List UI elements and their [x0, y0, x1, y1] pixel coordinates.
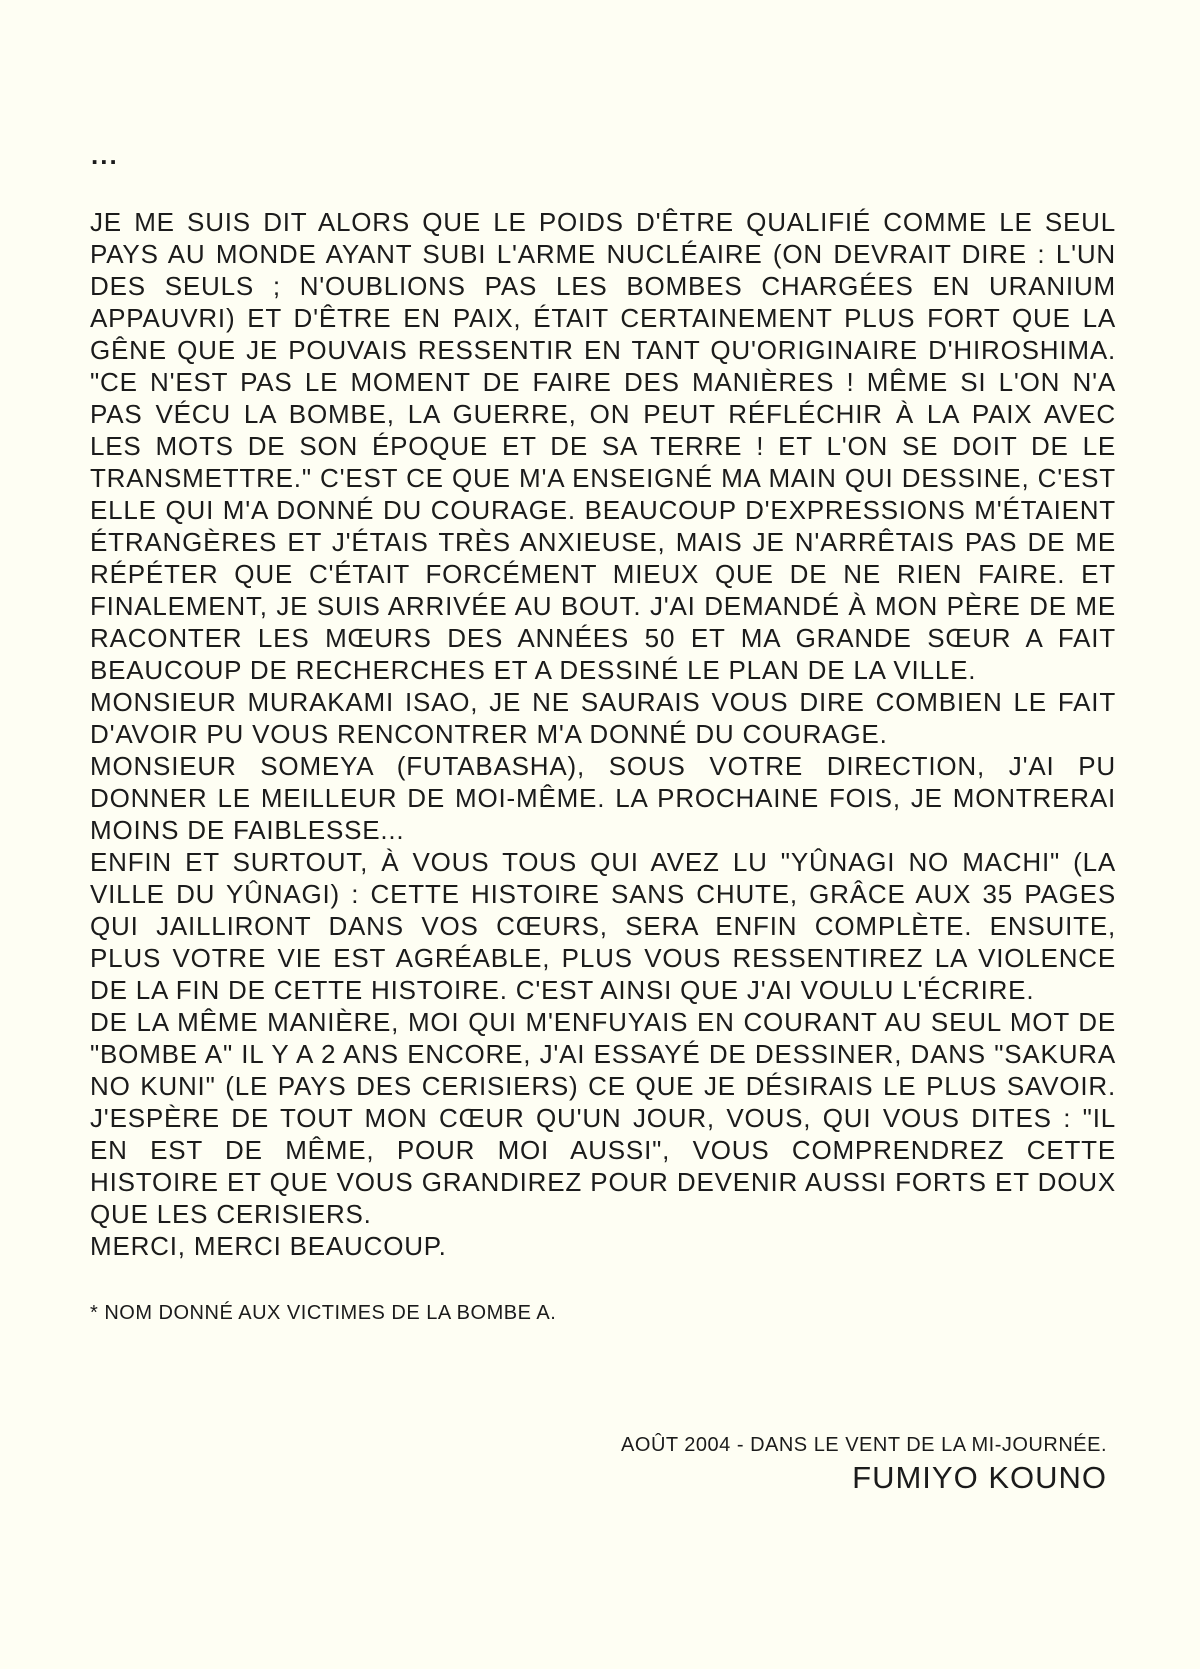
paragraph: MONSIEUR SOMEYA (FUTABASHA), SOUS VOTRE DIRECTION, J'AI PU DONNER LE MEILLEUR DE MOI-MÊME. LA PROCHAINE FOIS, JE MONTRERAI MOINS DE FAIBLESSE... — [90, 751, 1116, 845]
author-signature: FUMIYO KOUNO — [852, 1460, 1107, 1495]
paragraph: DE LA MÊME MANIÈRE, MOI QUI M'ENFUYAIS EN COURANT AU SEUL MOT DE "BOMBE A" IL Y A 2 ANS ENCORE, J'AI ESSAYÉ DE DESSINER, DANS "SAKURA NO KUNI" (LE PAYS DES CERISIERS) CE QUE JE DÉSIRAIS LE PLUS SAVOIR. J'ESPÈRE DE TOUT MON CŒUR QU'UN JOUR, VOUS, QUI VOUS DITES : "IL EN EST DE MÊME, POUR MOI AUSSI", VOUS COMPRENDREZ CETTE HISTOIRE ET QUE VOUS GRANDIREZ POUR DEVENIR AUSSI FORTS ET DOUX QUE LES CERISIERS. — [90, 1007, 1116, 1229]
paragraph: MONSIEUR MURAKAMI ISAO, JE NE SAURAIS VOUS DIRE COMBIEN LE FAIT D'AVOIR PU VOUS RENCONTRER M'A DONNÉ DU COURAGE. — [90, 687, 1116, 749]
paragraph: MERCI, MERCI BEAUCOUP. — [90, 1231, 447, 1261]
paragraph: JE ME SUIS DIT ALORS QUE LE POIDS D'ÊTRE QUALIFIÉ COMME LE SEUL PAYS AU MONDE AYANT SUBI L'ARME NUCLÉAIRE (ON DEVRAIT DIRE : L'UN DES SEULS ; N'OUBLIONS PAS LES BOMBES CHARGÉES EN URANIUM APPAUVRI) ET D'ÊTRE EN PAIX, ÉTAIT CERTAINEMENT PLUS FORT QUE LA GÊNE QUE JE POUVAIS RESSENTIR EN TANT QU'ORIGINAIRE D'HIROSHIMA. "CE N'EST PAS LE MOMENT DE FAIRE DES MANIÈRES ! MÊME SI L'ON N'A PAS VÉCU LA BOMBE, LA GUERRE, ON PEUT RÉFLÉCHIR À LA PAIX AVEC LES MOTS DE SON ÉPOQUE ET DE SA TERRE ! ET L'ON SE DOIT DE LE TRANSMETTRE." C'EST CE QUE M'A ENSEIGNÉ MA MAIN QUI DESSINE, C'EST ELLE QUI M'A DONNÉ DU COURAGE. BEAUCOUP D'EXPRESSIONS M'ÉTAIENT ÉTRANGÈRES ET J'ÉTAIS TRÈS ANXIEUSE, MAIS JE N'ARRÊTAIS PAS DE ME RÉPÉTER QUE C'ÉTAIT FORCÉMENT MIEUX QUE DE NE RIEN FAIRE. ET FINALEMENT, JE SUIS ARRIVÉE AU BOUT. J'AI DEMANDÉ À MON PÈRE DE ME RACONTER LES MŒURS DES ANNÉES 50 ET MA GRANDE SŒUR A FAIT BEAUCOUP DE RECHERCHES ET A DESSINÉ LE PLAN DE LA VILLE. — [90, 207, 1116, 685]
paragraph: ENFIN ET SURTOUT, À VOUS TOUS QUI AVEZ LU "YÛNAGI NO MACHI" (LA VILLE DU YÛNAGI) : CETTE HISTOIRE SANS CHUTE, GRÂCE AUX 35 PAGES QUI JAILLIRONT DANS VOS CŒURS, SERA ENFIN COMPLÈTE. ENSUITE, PLUS VOTRE VIE EST AGRÉABLE, PLUS VOUS RESSENTIREZ LA VIOLENCE DE LA FIN DE CETTE HISTOIRE. C'EST AINSI QUE J'AI VOULU L'ÉCRIRE. — [90, 847, 1116, 1005]
letter-body — [90, 206, 1116, 1262]
opening-ellipsis: ... — [91, 140, 119, 170]
footnote: * NOM DONNÉ AUX VICTIMES DE LA BOMBE A. — [90, 1302, 557, 1324]
dateline: AOÛT 2004 - DANS LE VENT DE LA MI-JOURNÉE. — [621, 1434, 1107, 1456]
